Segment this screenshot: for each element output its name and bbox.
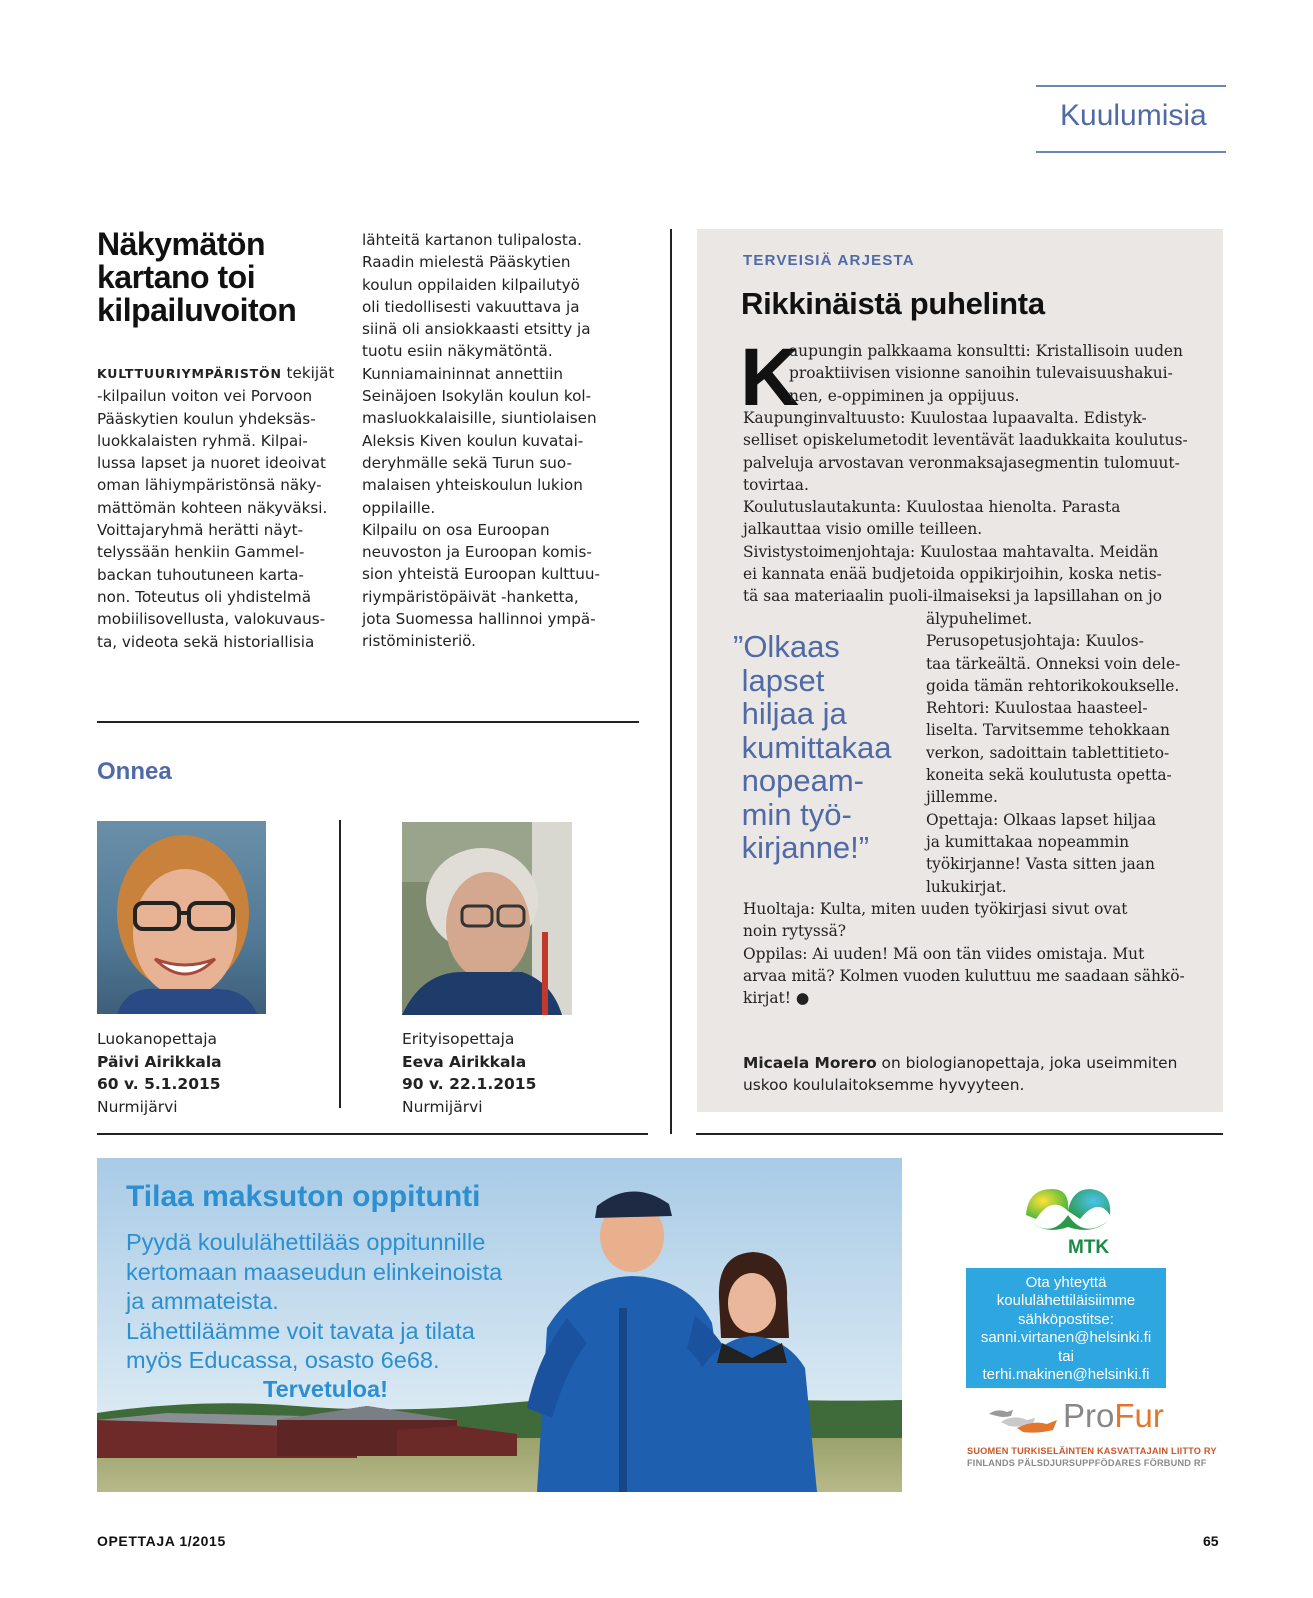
bottom-rule-right	[696, 1133, 1223, 1135]
column-divider	[670, 229, 672, 1134]
profur-pro: Pro	[1063, 1397, 1115, 1434]
author-description: on biologianopettaja, joka useimmiten uskoo koululaitoksemme hyvyyteen.	[743, 1054, 1178, 1095]
portrait-photo-1	[97, 821, 266, 1014]
contact-line: koululähettiläisiimme	[996, 1292, 1136, 1310]
column-kicker: TERVEISIÄ ARJESTA	[743, 252, 915, 269]
article-column-2: lähteitä kartanon tulipalosta. Raadin mielestä Pääskytien koulun oppilaiden kilpailutyö oli tiedollisesti vakuuttava ja siinä oli ansiokkaasti etsitty ja tuotu esiin näkymätöntä. Kunniamaininnat annettiin Seinäjoen Isokylän koulun kol- masluokkalaisille, siuntiolaisen Aleksis Kiven koulun kuvatai- deryhmälle sekä Turun suo- malaisen yhteiskoulun lukion oppilaille. Kilpailu on osa Euroopan neuvoston ja Euroopan komis- sion yhteistä Euroopan kulttuu- riympäristöpäivät -hanketta, jota Suomessa hallinnoi ympä- ristöministeriö.	[362, 231, 600, 651]
column-title: Rikkinäistä puhelinta	[741, 286, 1045, 321]
lead-word: KULTTUURIYMPÄRISTÖN	[97, 366, 282, 381]
portrait-photo-2	[402, 822, 572, 1015]
section-tag	[1036, 85, 1226, 153]
profur-animals-icon	[987, 1404, 1059, 1434]
onnea-heading: Onnea	[97, 758, 172, 785]
column-text-main: Kaupunginvaltuusto: Kuulostaa lupaavalta. Edistyk- selliset opiskelumetodit leventävät laadukkaita koulutus- palveluja arvostavan veronmaksajasegmentin tulomuut- tovirtaa. Koulutuslautakunta: Kuulostaa hienolta. Parasta jalkauttaa visio omille teilleen. Sivistystoimenjohtaja: Kuulostaa mahtavalta. Meidän ei kannata enää budjetoida oppikirjoihin, koska netis- tä saa materiaalin puoli-ilmaiseksi ja lapsillahan on jo	[743, 409, 1188, 606]
page-number: 65	[1203, 1533, 1219, 1549]
profur-fur: Fur	[1114, 1397, 1164, 1434]
caption-age-date: 60 v. 5.1.2015	[97, 1075, 221, 1093]
pull-quote: ”Olkaas lapset hiljaa ja kumittakaa nopeam- min työ- kirjanne!”	[733, 629, 892, 865]
contact-email-1[interactable]: sanni.virtanen@helsinki.fi	[980, 1329, 1152, 1347]
contact-email-2[interactable]: terhi.makinen@helsinki.fi	[982, 1366, 1150, 1384]
article-column-1	[97, 362, 342, 653]
contact-box	[966, 1268, 1166, 1388]
column-text-top: aupungin palkkaama konsultti: Kristallisoin uuden proaktiivisen visionne sanoihin tulevaisuushakui- nen, e-oppiminen ja oppijuus.	[789, 342, 1183, 405]
ad-welcome: Tervetuloa!	[263, 1376, 388, 1402]
onnea-divider	[339, 820, 341, 1108]
author-bio	[743, 1052, 1203, 1097]
caption-name: Päivi Airikkala	[97, 1052, 222, 1071]
profur-tagline-sv: FINLANDS PÄLSDJURSUPPFÖDARES FÖRBUND RF	[967, 1458, 1207, 1468]
mtk-logo-icon	[1022, 1185, 1114, 1237]
contact-line: sähköpostitse:	[1018, 1310, 1114, 1328]
divider	[97, 721, 639, 723]
article-text-1: tekijät -kilpailun voiton vei Porvoon Pääskytien koulun yhdeksäs- luokkalaisten ryhmä. Kilpai- lussa lapset ja nuoret ideoivat oman lähiympäristönsä näky- mättömän kohteen näkyväksi. Voittajaryhmä herätti näyt- telyssään henkiin Gammel- backan tuhoutuneen karta- non. Toteutus oli yhdistelmä mobiilisovellusta, valokuvaus- ta, videota sekä historiallisia	[97, 364, 335, 651]
ad-body: Pyydä koululähettilääs oppitunnille kertomaan maaseudun elinkeinoista ja ammateista. Lähettiläämme voit tavata ja tilata myös Educassa, osasto 6e68.	[126, 1229, 503, 1373]
caption-place: Nurmijärvi	[97, 1097, 178, 1116]
column-text-bottom: Huoltaja: Kulta, miten uuden työkirjasi sivut ovat noin rytyssä? Oppilas: Ai uuden! Mä oon tän viides omistaja. Mut arvaa mitä? Kolmen vuoden kuluttuu me saadaan sähkö- kirjat! ●	[743, 900, 1185, 1008]
advertisement[interactable]	[97, 1158, 902, 1492]
contact-line: tai	[1058, 1347, 1074, 1365]
contact-line: Ota yhteyttä	[1025, 1274, 1107, 1291]
footer-publication: OPETTAJA 1/2015	[97, 1533, 226, 1549]
caption-1	[97, 1028, 222, 1118]
section-title: Kuulumisia	[1060, 99, 1207, 132]
caption-place: Nurmijärvi	[402, 1097, 483, 1116]
caption-role: Luokanopettaja	[97, 1030, 218, 1048]
bottom-rule-left	[97, 1133, 648, 1135]
ad-title: Tilaa maksuton oppitunti	[126, 1180, 481, 1213]
mtk-label: MTK	[1068, 1237, 1110, 1258]
profur-tagline-fi: SUOMEN TURKISELÄINTEN KASVATTAJAIN LIITTO RY	[967, 1446, 1217, 1456]
column-text-side: älypuhelimet. Perusopetusjohtaja: Kuulos- taa tärkeältä. Onneksi voin dele- goida tämän rehtorikokoukselle. Rehtori: Kuulostaa haasteel- liselta. Tarvitsemme tehokkaan verkon, sadoittain tablettitieto- koneita sekä koulutusta opetta- jillemme. Opettaja: Olkaas lapset hiljaa ja kumittakaa nopeammin työkirjanne! Vasta sitten jaan lukukirjat.	[926, 610, 1181, 896]
profur-logo	[1063, 1397, 1164, 1435]
author-name: Micaela Morero	[743, 1054, 877, 1072]
caption-age-date: 90 v. 22.1.2015	[402, 1075, 537, 1093]
caption-name: Eeva Airikkala	[402, 1052, 527, 1071]
caption-2	[402, 1028, 536, 1118]
caption-role: Erityisopettaja	[402, 1030, 515, 1048]
drop-cap: K	[740, 332, 800, 423]
article-title: Näkymätön kartano toi kilpailuvoiton	[97, 226, 297, 328]
